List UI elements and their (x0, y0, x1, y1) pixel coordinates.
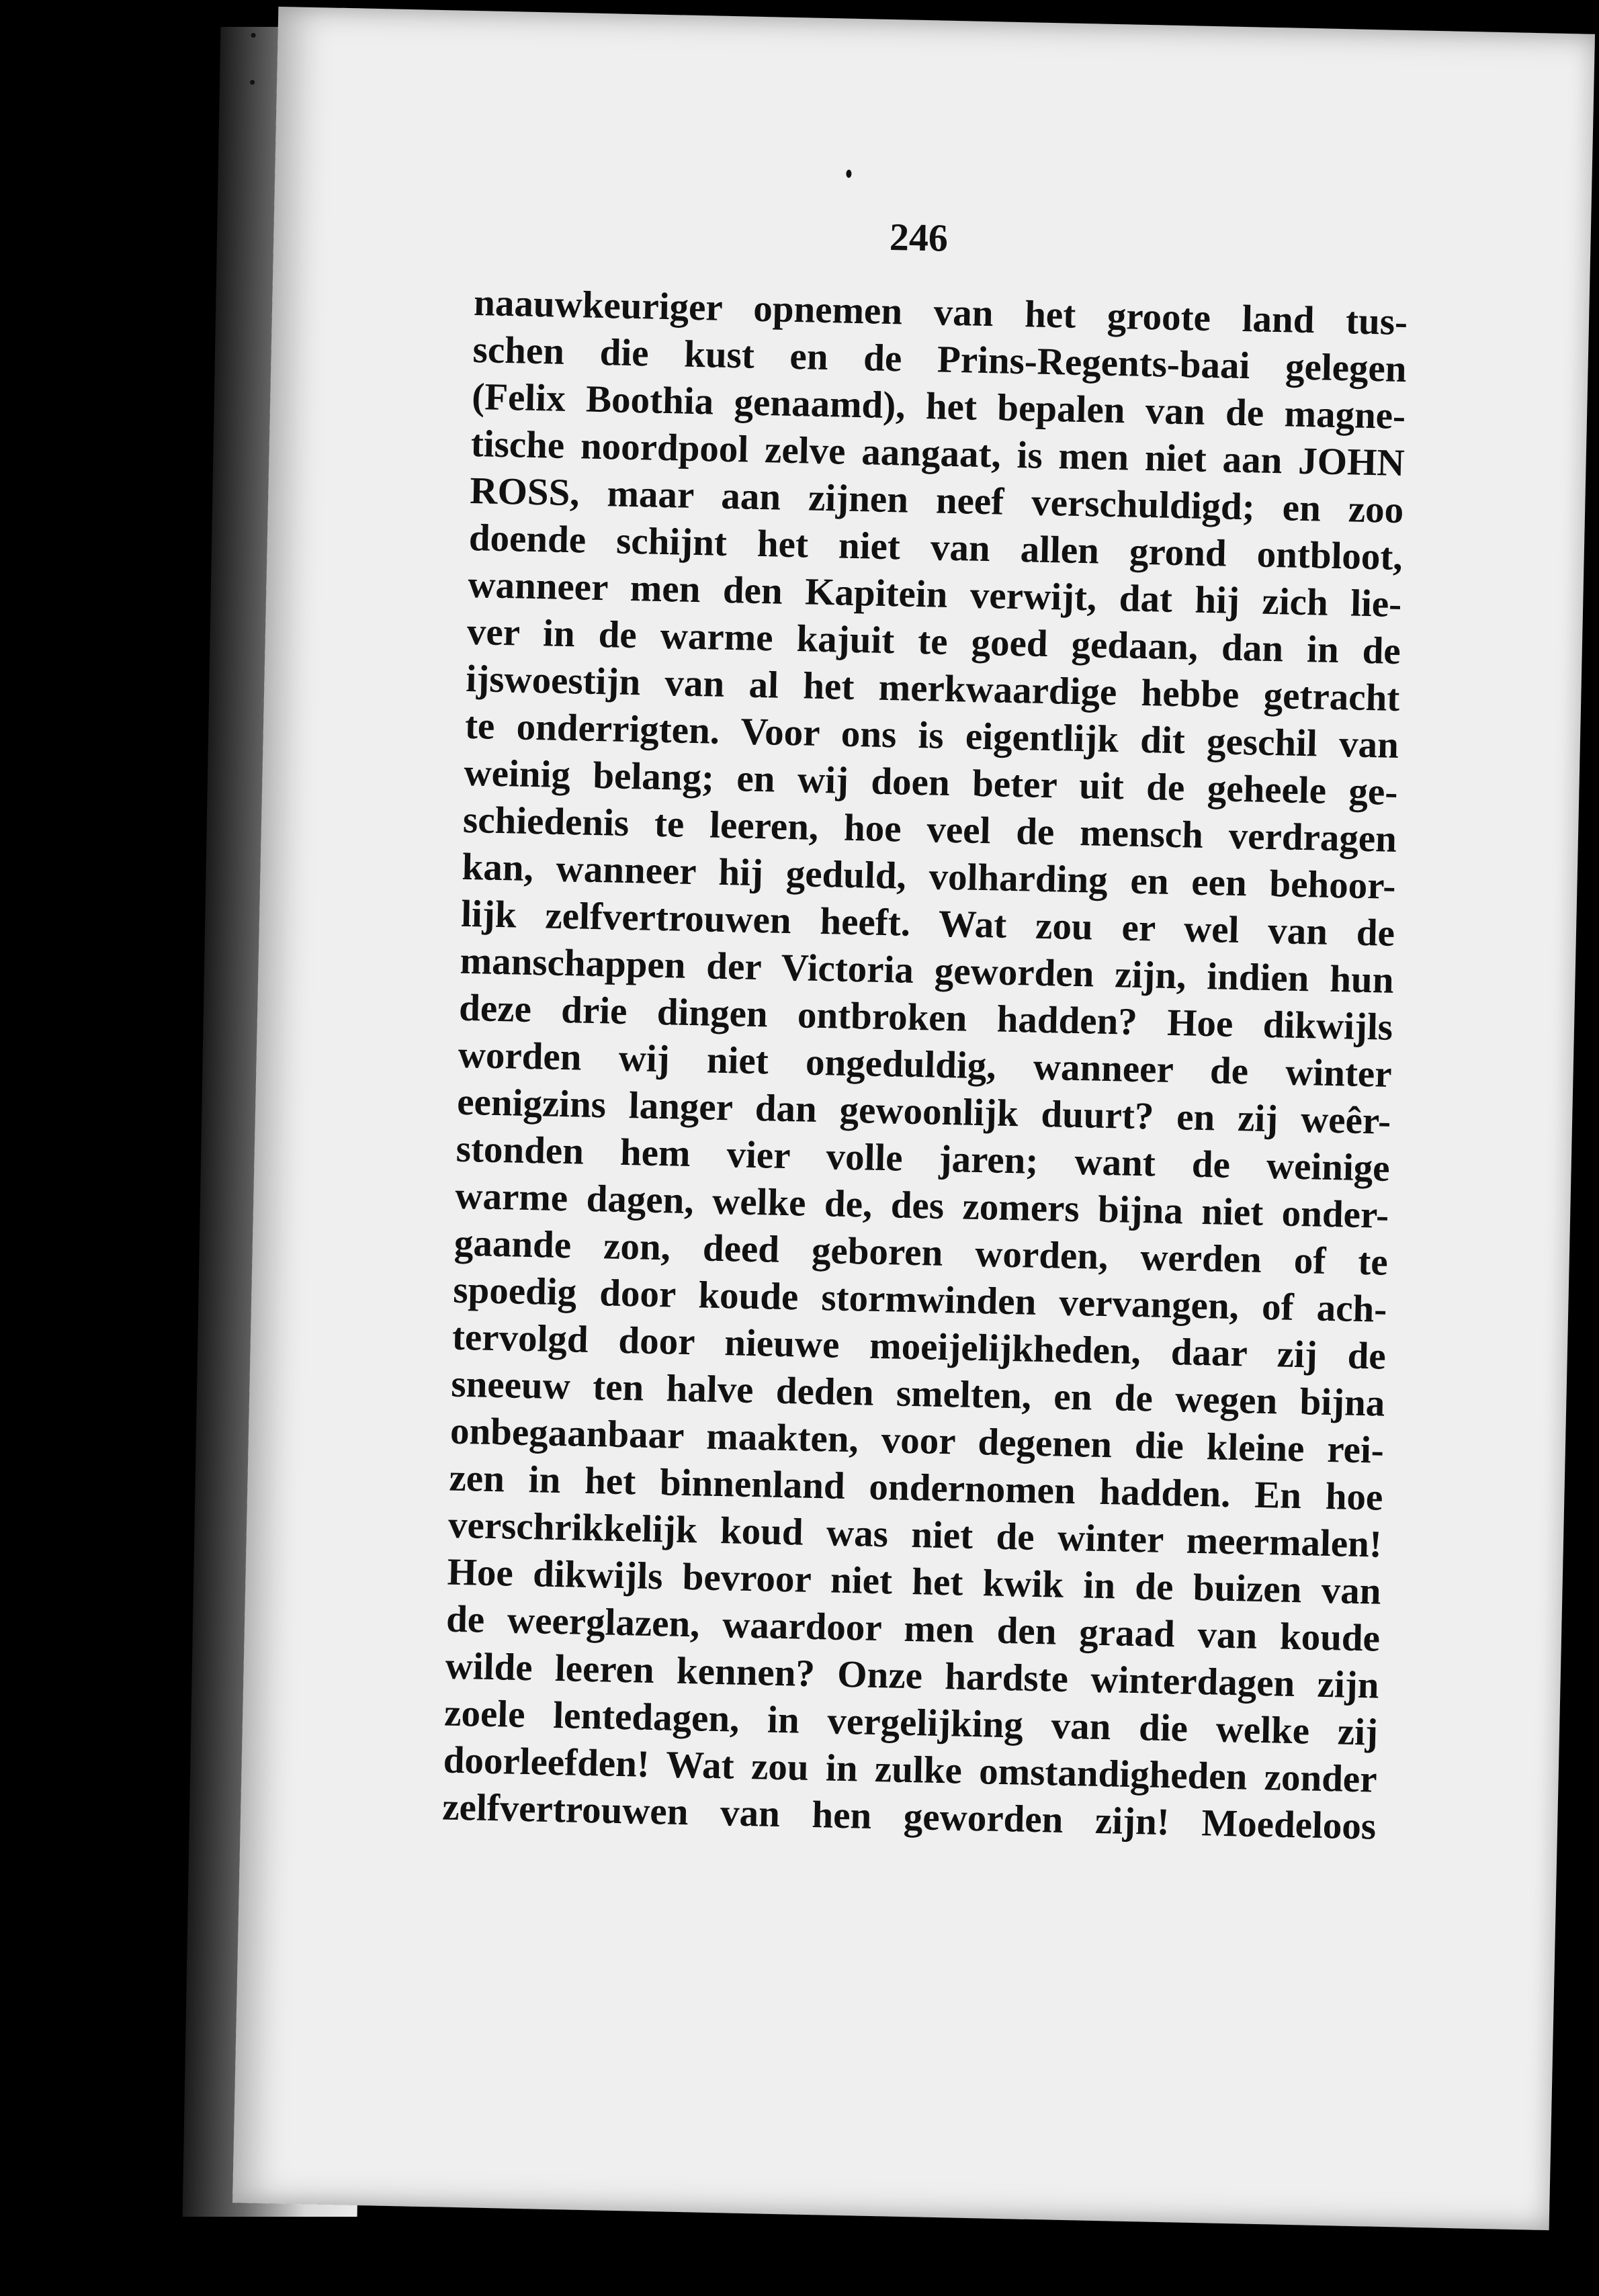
text-line: doende schijnt het niet van allen grond ontbloot, (468, 516, 1403, 579)
text-line: worden wij niet ongeduldig, wanneer de winter (458, 1033, 1393, 1096)
text-line: de weerglazen, waardoor men den graad van koude (445, 1597, 1381, 1660)
text-line: sneeuw ten halve deden smelten, en de wegen bijna (450, 1362, 1385, 1425)
text-line: ver in de warme kajuit te goed gedaan, dan in de (466, 610, 1401, 673)
text-line: tische noordpool zelve aangaat, is men niet aan JOHN (470, 422, 1406, 485)
text-line: tervolgd door nieuwe moeijelijkheden, daar zij de (451, 1315, 1387, 1378)
text-line: spoedig door koude stormwinden vervangen, of ach- (452, 1268, 1387, 1331)
text-line: zoele lentedagen, in vergelijking van die welke zij (443, 1691, 1379, 1754)
text-line: stonden hem vier volle jaren; want de weinige (456, 1127, 1391, 1190)
text-line: deze drie dingen ontbroken hadden? Hoe dikwijls (458, 986, 1393, 1049)
text-line: zen in het binnenland ondernomen hadden. En hoe (448, 1456, 1383, 1519)
text-line: doorleefden! Wat zou in zulke omstandigheden zonder (443, 1738, 1378, 1801)
page-number: 246 (889, 214, 949, 260)
text-line: zelfvertrouwen van hen geworden zijn! Moedeloos (441, 1785, 1377, 1848)
text-line: Hoe dikwijls bevroor niet het kwik in de buizen van (447, 1550, 1382, 1613)
ink-speck (846, 170, 851, 178)
text-line: ijswoestijn van al het merkwaardige hebbe getracht (465, 657, 1400, 720)
text-line: gaande zon, deed geboren worden, werden of te (453, 1221, 1389, 1284)
text-line: weinig belang; en wij doen beter uit de geheele ge- (463, 751, 1398, 813)
text-line: wanneer men den Kapitein verwijt, dat hij zich lie- (467, 563, 1402, 626)
book-page (232, 7, 1595, 2230)
text-line: lijk zelfvertrouwen heeft. Wat zou er wel van de (460, 892, 1395, 955)
body-text (442, 279, 1408, 1851)
text-line: schen die kust en de Prins-Regents-baai gelegen (472, 328, 1408, 391)
text-line: eenigzins langer dan gewoonlijk duurt? en zij weêr- (456, 1080, 1391, 1143)
text-line: kan, wanneer hij geduld, volharding en een behoor- (462, 845, 1397, 908)
ink-speck (250, 80, 255, 85)
text-line: warme dagen, welke de, des zomers bijna niet onder- (454, 1174, 1389, 1237)
text-line: (Felix Boothia genaamd), het bepalen van de magne- (471, 375, 1406, 438)
text-line: ROSS, maar aan zijnen neef verschuldigd; en zoo (469, 469, 1404, 532)
text-line: schiedenis te leeren, hoe veel de mensch verdragen (462, 798, 1397, 860)
text-line: wilde leeren kennen? Onze hardste winterdagen zijn (445, 1644, 1380, 1707)
text-line: naauwkeuriger opnemen van het groote land tus- (473, 281, 1408, 344)
text-line: te onderrigten. Voor ons is eigentlijk dit geschil van (464, 704, 1399, 766)
text-line: verschrikkelijk koud was niet de winter meermalen! (447, 1503, 1383, 1566)
text-line: manschappen der Victoria geworden zijn, indien hun (460, 939, 1395, 1002)
text-line: onbegaanbaar maakten, voor degenen die kleine rei- (449, 1409, 1385, 1472)
ink-speck (251, 33, 255, 38)
